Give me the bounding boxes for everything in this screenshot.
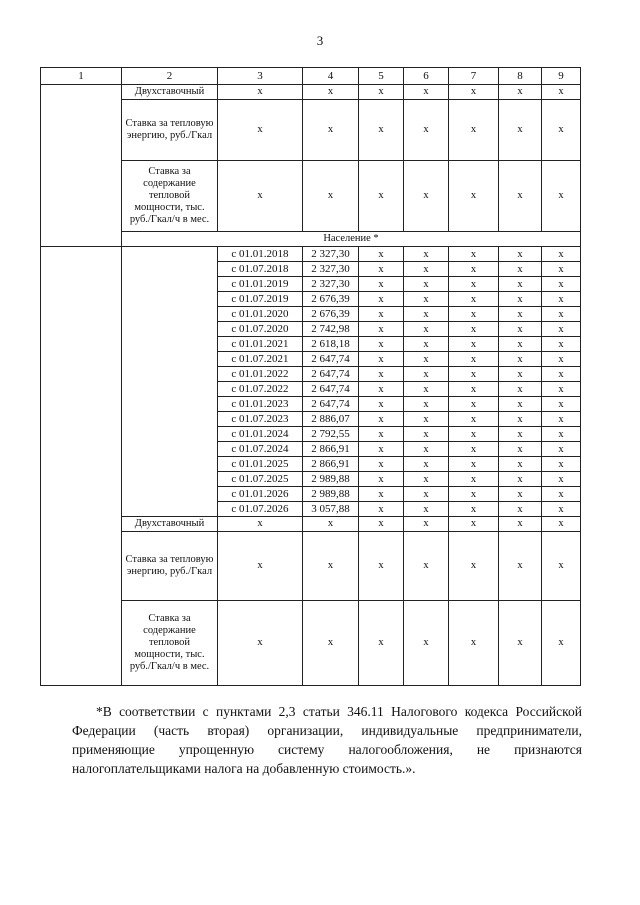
header-row xyxy=(41,68,581,85)
x-cell: х xyxy=(449,247,499,262)
column-header: 6 xyxy=(404,68,449,85)
row-label: Двухставочный xyxy=(122,517,218,532)
population-label: Население * xyxy=(122,232,581,247)
rate-date: с 01.07.2025 xyxy=(218,472,303,487)
x-cell: х xyxy=(499,277,542,292)
x-cell: х xyxy=(404,307,449,322)
rate-value: 2 866,91 xyxy=(303,442,359,457)
row-label: Ставка за тепловую энергию, руб./Гкал xyxy=(122,532,218,601)
x-cell: х xyxy=(359,502,404,517)
x-cell: х xyxy=(359,601,404,686)
x-cell: х xyxy=(404,100,449,161)
rate-value: 2 792,55 xyxy=(303,427,359,442)
rate-value: 2 866,91 xyxy=(303,457,359,472)
x-cell: х xyxy=(404,397,449,412)
rate-value: 2 327,30 xyxy=(303,247,359,262)
x-cell: х xyxy=(449,601,499,686)
x-cell: х xyxy=(404,85,449,100)
column-header: 1 xyxy=(41,68,122,85)
x-cell: х xyxy=(499,161,542,232)
x-cell: х xyxy=(218,601,303,686)
column2-blank xyxy=(122,247,218,517)
x-cell: х xyxy=(359,517,404,532)
x-cell: х xyxy=(449,517,499,532)
x-cell: х xyxy=(499,397,542,412)
x-cell: х xyxy=(449,85,499,100)
x-cell: х xyxy=(499,532,542,601)
capacity-rate-row-2 xyxy=(41,601,581,686)
rate-date: с 01.07.2021 xyxy=(218,352,303,367)
x-cell: х xyxy=(499,292,542,307)
x-cell: х xyxy=(499,85,542,100)
page-number: 3 xyxy=(316,33,324,48)
x-cell: х xyxy=(449,292,499,307)
x-cell: х xyxy=(359,277,404,292)
x-cell: х xyxy=(404,262,449,277)
x-cell: х xyxy=(359,412,404,427)
column-header: 5 xyxy=(359,68,404,85)
rate-date: с 01.07.2022 xyxy=(218,382,303,397)
row-label: Ставка за содержание тепловой мощности, тыс. руб./Гкал/ч в мес. xyxy=(122,161,218,232)
rate-date: с 01.01.2020 xyxy=(218,307,303,322)
column1-blank xyxy=(41,85,122,247)
x-cell: х xyxy=(404,532,449,601)
rate-date: с 01.01.2019 xyxy=(218,277,303,292)
x-cell: х xyxy=(359,487,404,502)
x-cell: х xyxy=(359,472,404,487)
x-cell: х xyxy=(404,412,449,427)
x-cell: х xyxy=(449,382,499,397)
x-cell: х xyxy=(303,532,359,601)
x-cell: х xyxy=(499,457,542,472)
x-cell: х xyxy=(449,472,499,487)
x-cell: х xyxy=(359,442,404,457)
rate-date: с 01.01.2022 xyxy=(218,367,303,382)
x-cell: х xyxy=(218,85,303,100)
x-cell: х xyxy=(303,601,359,686)
x-cell: х xyxy=(303,85,359,100)
column-header: 3 xyxy=(218,68,303,85)
x-cell: х xyxy=(404,161,449,232)
rate-value: 2 647,74 xyxy=(303,382,359,397)
x-cell: х xyxy=(404,457,449,472)
rate-date: с 01.07.2024 xyxy=(218,442,303,457)
x-cell: х xyxy=(499,502,542,517)
x-cell: х xyxy=(499,412,542,427)
rate-value: 2 327,30 xyxy=(303,277,359,292)
rate-value: 2 989,88 xyxy=(303,472,359,487)
x-cell: х xyxy=(359,100,404,161)
x-cell: х xyxy=(449,352,499,367)
x-cell: х xyxy=(542,532,581,601)
x-cell: х xyxy=(404,601,449,686)
column1-blank xyxy=(41,247,122,686)
x-cell: х xyxy=(449,457,499,472)
x-cell: х xyxy=(218,532,303,601)
x-cell: х xyxy=(449,262,499,277)
row-label: Ставка за тепловую энергию, руб./Гкал xyxy=(122,100,218,161)
x-cell: х xyxy=(499,472,542,487)
x-cell: х xyxy=(542,307,581,322)
x-cell: х xyxy=(542,517,581,532)
x-cell: х xyxy=(542,487,581,502)
x-cell: х xyxy=(359,322,404,337)
x-cell: х xyxy=(303,100,359,161)
rate-row xyxy=(41,247,581,262)
x-cell: х xyxy=(499,337,542,352)
x-cell: х xyxy=(542,367,581,382)
x-cell: х xyxy=(359,337,404,352)
x-cell: х xyxy=(542,457,581,472)
x-cell: х xyxy=(499,367,542,382)
x-cell: х xyxy=(542,397,581,412)
x-cell: х xyxy=(359,532,404,601)
x-cell: х xyxy=(449,412,499,427)
x-cell: х xyxy=(359,262,404,277)
x-cell: х xyxy=(449,442,499,457)
column-header: 2 xyxy=(122,68,218,85)
x-cell: х xyxy=(404,517,449,532)
x-cell: х xyxy=(359,382,404,397)
x-cell: х xyxy=(542,382,581,397)
rate-value: 3 057,88 xyxy=(303,502,359,517)
row-label: Двухставочный xyxy=(122,85,218,100)
x-cell: х xyxy=(499,517,542,532)
x-cell: х xyxy=(359,427,404,442)
x-cell: х xyxy=(499,262,542,277)
x-cell: х xyxy=(449,487,499,502)
x-cell: х xyxy=(542,412,581,427)
x-cell: х xyxy=(359,367,404,382)
x-cell: х xyxy=(542,352,581,367)
x-cell: х xyxy=(542,292,581,307)
x-cell: х xyxy=(499,307,542,322)
x-cell: х xyxy=(404,502,449,517)
rate-value: 2 327,30 xyxy=(303,262,359,277)
rate-date: с 01.01.2025 xyxy=(218,457,303,472)
rate-value: 2 647,74 xyxy=(303,352,359,367)
x-cell: х xyxy=(542,100,581,161)
rate-value: 2 647,74 xyxy=(303,367,359,382)
x-cell: х xyxy=(449,367,499,382)
x-cell: х xyxy=(449,532,499,601)
x-cell: х xyxy=(404,427,449,442)
x-cell: х xyxy=(542,337,581,352)
rate-date: с 01.01.2023 xyxy=(218,397,303,412)
x-cell: х xyxy=(499,247,542,262)
x-cell: х xyxy=(359,457,404,472)
rate-date: с 01.01.2026 xyxy=(218,487,303,502)
rate-value: 2 647,74 xyxy=(303,397,359,412)
x-cell: х xyxy=(359,161,404,232)
x-cell: х xyxy=(404,472,449,487)
x-cell: х xyxy=(218,161,303,232)
rate-date: с 01.01.2018 xyxy=(218,247,303,262)
x-cell: х xyxy=(542,277,581,292)
x-cell: х xyxy=(542,247,581,262)
x-cell: х xyxy=(499,100,542,161)
x-cell: х xyxy=(404,322,449,337)
column-header: 9 xyxy=(542,68,581,85)
rate-value: 2 676,39 xyxy=(303,292,359,307)
x-cell: х xyxy=(449,397,499,412)
population-row xyxy=(41,232,581,247)
x-cell: х xyxy=(449,161,499,232)
rate-value: 2 676,39 xyxy=(303,307,359,322)
x-cell: х xyxy=(449,322,499,337)
rate-date: с 01.07.2019 xyxy=(218,292,303,307)
x-cell: х xyxy=(499,322,542,337)
x-cell: х xyxy=(542,322,581,337)
x-cell: х xyxy=(404,367,449,382)
x-cell: х xyxy=(404,337,449,352)
x-cell: х xyxy=(303,517,359,532)
x-cell: х xyxy=(542,262,581,277)
column-header: 4 xyxy=(303,68,359,85)
rate-date: с 01.07.2020 xyxy=(218,322,303,337)
x-cell: х xyxy=(499,442,542,457)
x-cell: х xyxy=(359,85,404,100)
x-cell: х xyxy=(449,277,499,292)
x-cell: х xyxy=(303,161,359,232)
x-cell: х xyxy=(542,161,581,232)
x-cell: х xyxy=(218,517,303,532)
x-cell: х xyxy=(499,352,542,367)
x-cell: х xyxy=(359,247,404,262)
heat-energy-rate-row xyxy=(41,100,581,161)
row-label: Ставка за содержание тепловой мощности, тыс. руб./Гкал/ч в мес. xyxy=(122,601,218,686)
x-cell: х xyxy=(542,601,581,686)
column-header: 7 xyxy=(449,68,499,85)
rate-date: с 01.01.2024 xyxy=(218,427,303,442)
x-cell: х xyxy=(542,472,581,487)
x-cell: х xyxy=(404,442,449,457)
x-cell: х xyxy=(404,487,449,502)
column-header: 8 xyxy=(499,68,542,85)
rate-date: с 01.01.2021 xyxy=(218,337,303,352)
x-cell: х xyxy=(449,307,499,322)
x-cell: х xyxy=(449,427,499,442)
heat-energy-rate-row-2 xyxy=(41,532,581,601)
x-cell: х xyxy=(499,601,542,686)
two-rate-row xyxy=(41,85,581,100)
x-cell: х xyxy=(499,382,542,397)
x-cell: х xyxy=(449,502,499,517)
x-cell: х xyxy=(499,427,542,442)
x-cell: х xyxy=(404,382,449,397)
capacity-rate-row xyxy=(41,161,581,232)
x-cell: х xyxy=(359,307,404,322)
x-cell: х xyxy=(542,85,581,100)
x-cell: х xyxy=(359,397,404,412)
x-cell: х xyxy=(359,352,404,367)
two-rate-row-2 xyxy=(41,517,581,532)
x-cell: х xyxy=(542,427,581,442)
x-cell: х xyxy=(542,442,581,457)
rate-value: 2 618,18 xyxy=(303,337,359,352)
x-cell: х xyxy=(404,292,449,307)
rate-value: 2 886,07 xyxy=(303,412,359,427)
x-cell: х xyxy=(404,247,449,262)
tariff-table xyxy=(40,67,581,686)
rate-value: 2 742,98 xyxy=(303,322,359,337)
x-cell: х xyxy=(449,100,499,161)
x-cell: х xyxy=(218,100,303,161)
x-cell: х xyxy=(404,277,449,292)
rate-date: с 01.07.2023 xyxy=(218,412,303,427)
rate-date: с 01.07.2018 xyxy=(218,262,303,277)
x-cell: х xyxy=(542,502,581,517)
rate-date: с 01.07.2026 xyxy=(218,502,303,517)
x-cell: х xyxy=(359,292,404,307)
x-cell: х xyxy=(449,337,499,352)
rate-value: 2 989,88 xyxy=(303,487,359,502)
x-cell: х xyxy=(404,352,449,367)
footnote: *В соответствии с пунктами 2,3 статьи 346.11 Налогового кодекса Российской Федерации (часть вторая) организации, индивидуальные предприниматели, применяющие упрощенную систему налогообложения, не признаются налогоплательщиками налога на добавленную стоимость.». xyxy=(72,704,582,776)
x-cell: х xyxy=(499,487,542,502)
